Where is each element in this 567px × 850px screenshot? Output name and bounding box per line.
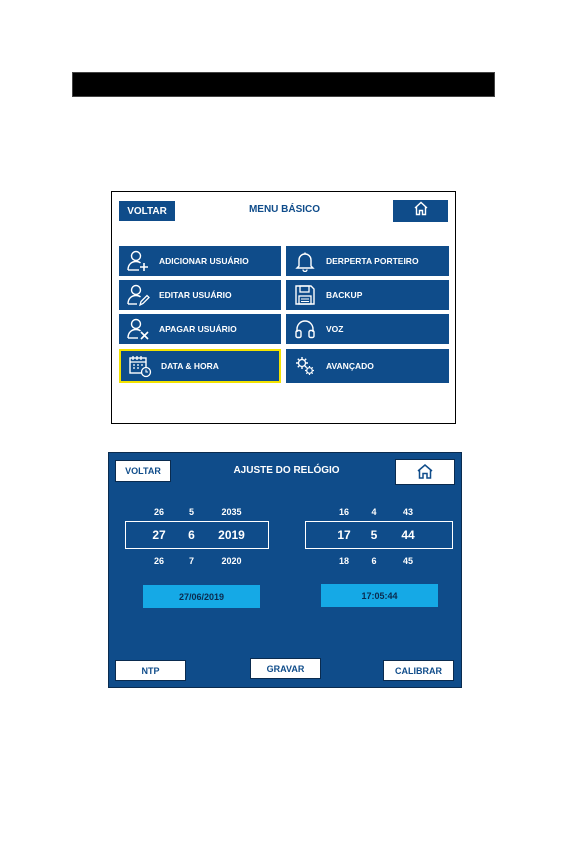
date-next-row bbox=[139, 556, 259, 566]
voice-label: VOZ bbox=[326, 324, 344, 334]
second-next[interactable]: 45 bbox=[402, 556, 413, 566]
year-current[interactable]: 2019 bbox=[218, 528, 245, 542]
edit-user-button[interactable] bbox=[119, 280, 281, 310]
month-current[interactable]: 6 bbox=[188, 528, 195, 542]
time-next-row bbox=[329, 556, 427, 566]
add-user-label: ADICIONAR USUÁRIO bbox=[159, 256, 249, 266]
second-prev[interactable]: 43 bbox=[402, 507, 413, 517]
page-title: AJUSTE DO RELÓGIO bbox=[233, 465, 340, 476]
clock-settings-screen bbox=[108, 452, 462, 688]
day-prev[interactable]: 26 bbox=[153, 507, 164, 517]
hour-prev[interactable]: 16 bbox=[338, 507, 349, 517]
back-button[interactable]: VOLTAR bbox=[115, 460, 171, 482]
call-porter-button[interactable] bbox=[286, 246, 449, 276]
edit-user-icon bbox=[125, 282, 151, 308]
date-display: 27/06/2019 bbox=[143, 585, 260, 608]
second-current[interactable]: 44 bbox=[401, 528, 415, 542]
ntp-button[interactable]: NTP bbox=[115, 660, 186, 681]
home-icon bbox=[416, 463, 434, 482]
home-button[interactable] bbox=[395, 459, 455, 485]
date-time-label: DATA & HORA bbox=[161, 361, 219, 371]
header-bar bbox=[72, 72, 495, 97]
advanced-label: AVANÇADO bbox=[326, 361, 374, 371]
save-button[interactable]: GRAVAR bbox=[250, 658, 321, 679]
advanced-button[interactable] bbox=[286, 349, 449, 383]
headphones-icon bbox=[292, 316, 318, 342]
add-user-button[interactable] bbox=[119, 246, 281, 276]
minute-next[interactable]: 6 bbox=[371, 556, 377, 566]
back-button[interactable]: VOLTAR bbox=[119, 201, 175, 221]
time-prev-row bbox=[329, 507, 427, 517]
minute-current[interactable]: 5 bbox=[370, 528, 378, 542]
page-title: MENU BÁSICO bbox=[248, 204, 321, 215]
month-prev[interactable]: 5 bbox=[188, 507, 194, 517]
menu-basico-screen bbox=[111, 191, 456, 424]
day-current[interactable]: 27 bbox=[152, 528, 166, 542]
backup-button[interactable] bbox=[286, 280, 449, 310]
floppy-disk-icon bbox=[292, 282, 318, 308]
home-icon bbox=[413, 201, 429, 221]
delete-user-icon bbox=[125, 316, 151, 342]
calendar-clock-icon bbox=[127, 353, 153, 379]
time-current-row bbox=[329, 528, 427, 542]
time-display: 17:05:44 bbox=[321, 584, 438, 607]
home-button[interactable] bbox=[393, 200, 448, 222]
year-prev[interactable]: 2035 bbox=[221, 507, 242, 517]
calibrate-button[interactable]: CALIBRAR bbox=[383, 660, 454, 681]
voice-button[interactable] bbox=[286, 314, 449, 344]
edit-user-label: EDITAR USUÁRIO bbox=[159, 290, 232, 300]
date-prev-row bbox=[139, 507, 259, 517]
month-next[interactable]: 7 bbox=[188, 556, 194, 566]
add-user-icon bbox=[125, 248, 151, 274]
gears-icon bbox=[292, 353, 318, 379]
day-next[interactable]: 26 bbox=[153, 556, 164, 566]
date-time-button[interactable] bbox=[119, 349, 281, 383]
year-next[interactable]: 2020 bbox=[221, 556, 242, 566]
bell-icon bbox=[292, 248, 318, 274]
delete-user-label: APAGAR USUÁRIO bbox=[159, 324, 237, 334]
minute-prev[interactable]: 4 bbox=[371, 507, 377, 517]
date-current-row bbox=[139, 528, 259, 542]
hour-next[interactable]: 18 bbox=[338, 556, 349, 566]
call-porter-label: DERPERTA PORTEIRO bbox=[326, 256, 419, 266]
backup-label: BACKUP bbox=[326, 290, 363, 300]
delete-user-button[interactable] bbox=[119, 314, 281, 344]
hour-current[interactable]: 17 bbox=[337, 528, 351, 542]
